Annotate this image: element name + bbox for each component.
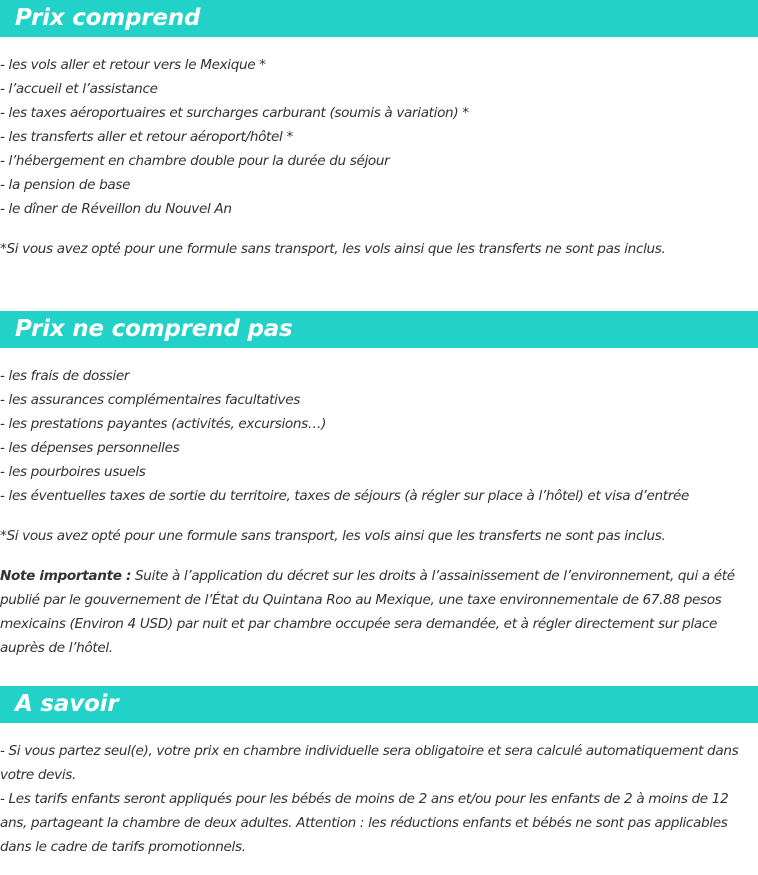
footnote: *Si vous avez opté pour une formule sans transport, les vols ainsi que les transferts ne sont pas inclus. xyxy=(0,241,666,257)
section-header-prix-comprend xyxy=(0,0,758,37)
list-item: - l’hébergement en chambre double pour la durée du séjour xyxy=(0,153,390,169)
list-item: - les taxes aéroportuaires et surcharges carburant (soumis à variation) * xyxy=(0,105,469,121)
section-title: Prix ne comprend pas xyxy=(15,316,293,342)
info-paragraph: - Si vous partez seul(e), votre prix en chambre individuelle sera obligatoire et sera calculé automatiquement dans votre devis. xyxy=(0,743,739,783)
list-item: - les assurances complémentaires facultatives xyxy=(0,392,300,408)
note-text: Suite à l’application du décret sur les droits à l’assainissement de l’environnement, qui a été publié par le gouvernement de l’État du Quintana Roo au Mexique, une taxe environnementale de 67.88 pesos mexicains (Environ 4 USD) par nuit et par chambre occupée sera demandée, et à régler directement sur place auprès de l’hôtel. xyxy=(0,568,735,656)
list-item: - les vols aller et retour vers le Mexique * xyxy=(0,57,266,73)
list-item: - le dîner de Réveillon du Nouvel An xyxy=(0,201,232,217)
list-item: - les éventuelles taxes de sortie du territoire, taxes de séjours (à régler sur place à l’hôtel) et visa d’entrée xyxy=(0,488,689,504)
list-item: - les prestations payantes (activités, excursions…) xyxy=(0,416,327,432)
section-header-prix-ne-comprend-pas xyxy=(0,311,758,348)
note-label: Note importante : xyxy=(0,568,132,584)
important-note xyxy=(0,564,758,660)
list-item: - les transferts aller et retour aéroport/hôtel * xyxy=(0,129,293,145)
list-item: - la pension de base xyxy=(0,177,131,193)
list-item: - l’accueil et l’assistance xyxy=(0,81,158,97)
section-title: Prix comprend xyxy=(15,5,201,31)
list-item: - les pourboires usuels xyxy=(0,464,146,480)
list-item: - les dépenses personnelles xyxy=(0,440,180,456)
section-title: A savoir xyxy=(15,691,119,717)
list-item: - les frais de dossier xyxy=(0,368,130,384)
info-paragraph: - Les tarifs enfants seront appliqués pour les bébés de moins de 2 ans et/ou pour les enfants de 2 à moins de 12 ans, partageant la chambre de deux adultes. Attention : les réductions enfants et bébés ne sont pas applicables dans le cadre de tarifs promotionnels. xyxy=(0,791,729,855)
footnote: *Si vous avez opté pour une formule sans transport, les vols ainsi que les transferts ne sont pas inclus. xyxy=(0,528,666,544)
section-header-a-savoir xyxy=(0,686,758,723)
